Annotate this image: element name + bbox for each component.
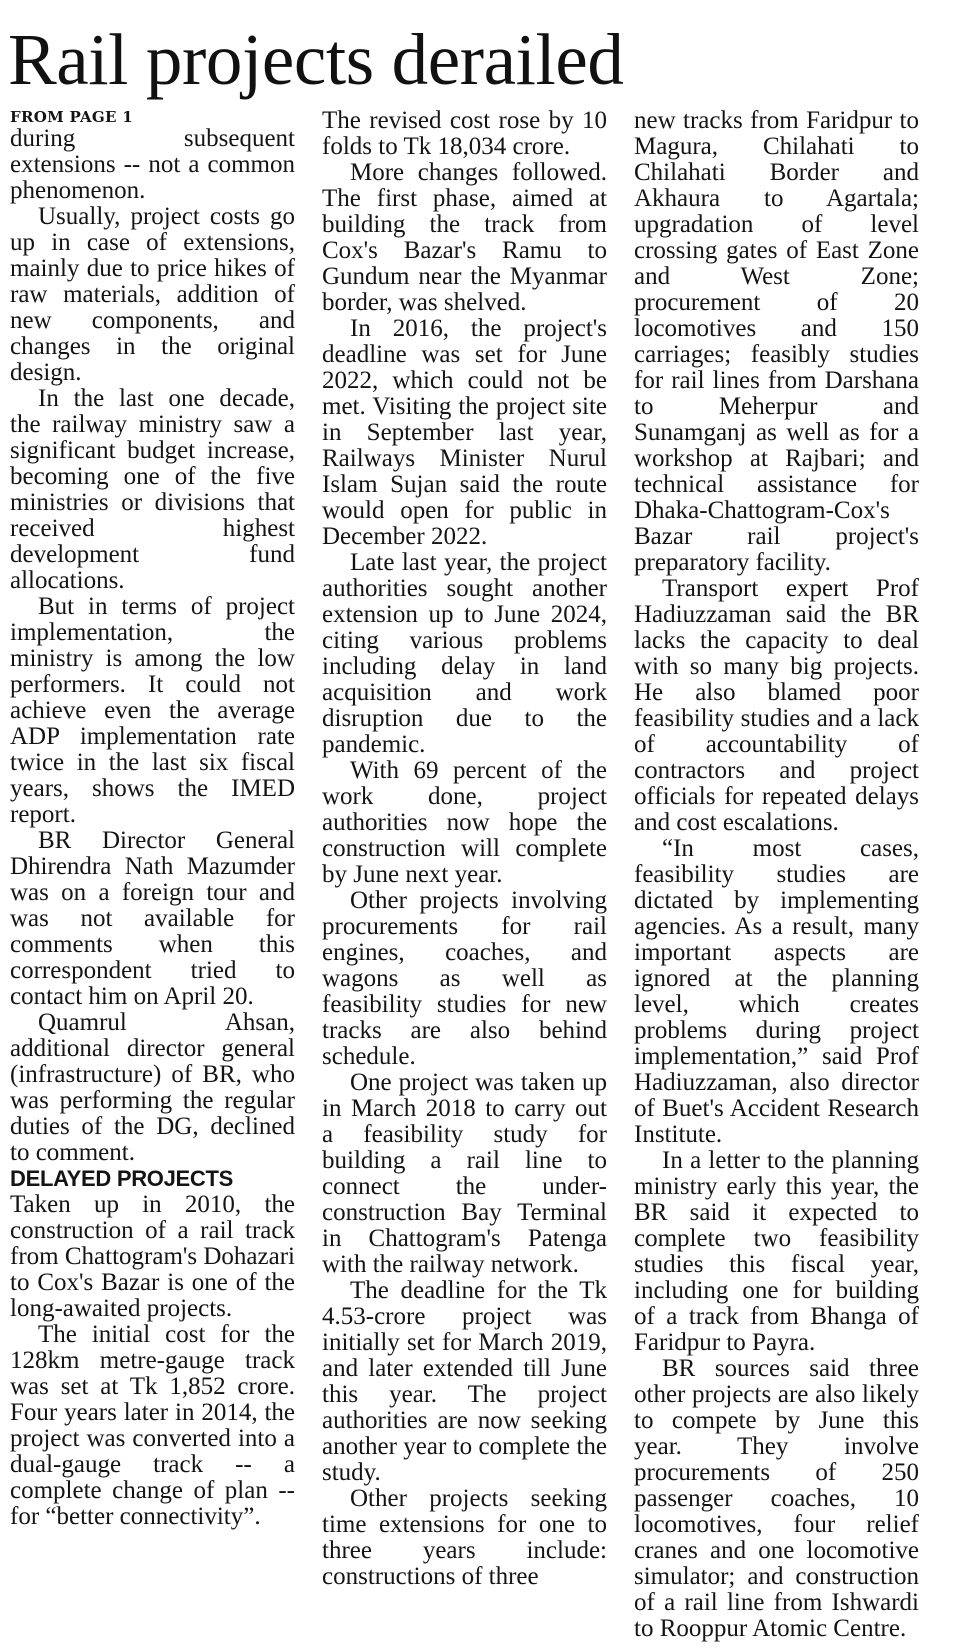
continuation-kicker: FROM PAGE 1 xyxy=(10,108,134,126)
paragraph: In a letter to the planning ministry early this year, the BR said it expected to complete two feasibility studies this fiscal year, including one for building of a track from Bhanga of Faridpur to Payra. xyxy=(634,1147,919,1356)
paragraph: Taken up in 2010, the construction of a rail track from Chattogram's Dohazari to Cox's Bazar is one of the long-awaited projects. xyxy=(10,1191,295,1322)
paragraph: The revised cost rose by 10 folds to Tk 18,034 crore. xyxy=(322,108,607,160)
paragraph: BR Director General Dhirendra Nath Mazumder was on a foreign tour and was not available for comments when this correspondent tried to contact him on April 20. xyxy=(10,827,295,1010)
paragraph: In 2016, the project's deadline was set for June 2022, which could not be met. Visiting the project site in September last year, Railways Minister Nurul Islam Sujan said the route would open for public in December 2022. xyxy=(322,315,607,550)
article-column-1 xyxy=(10,108,295,1648)
paragraph: Usually, project costs go up in case of extensions, mainly due to price hikes of raw materials, addition of new components, and changes in the original design. xyxy=(10,203,295,386)
paragraph: More changes followed. The first phase, aimed at building the track from Cox's Bazar's Ramu to Gundum near the Myanmar border, was shelved. xyxy=(322,159,607,316)
paragraph: Late last year, the project authorities sought another extension up to June 2024, citing various problems including delay in land acquisition and work disruption due to the pandemic. xyxy=(322,549,607,758)
paragraph: The initial cost for the 128km metre-gauge track was set at Tk 1,852 crore. Four years later in 2014, the project was converted into a dual-gauge track -- a complete change of plan -- for “better connectivity”. xyxy=(10,1321,295,1530)
paragraph: In the last one decade, the railway ministry saw a significant budget increase, becoming one of the five ministries or divisions that received highest development fund allocations. xyxy=(10,385,295,594)
paragraph: Quamrul Ahsan, additional director general (infrastructure) of BR, who was performing the regular duties of the DG, declined to comment. xyxy=(10,1009,295,1166)
paragraph: during subsequent extensions -- not a common phenomenon. xyxy=(10,125,295,204)
paragraph: “In most cases, feasibility studies are dictated by implementing agencies. As a result, many important aspects are ignored at the planning level, which creates problems during project implementation,” said Prof Hadiuzzaman, also director of Buet's Accident Research Institute. xyxy=(634,835,919,1148)
article-column-3 xyxy=(634,108,919,1648)
headline: Rail projects derailed xyxy=(8,19,624,100)
paragraph: One project was taken up in March 2018 to carry out a feasibility study for building a rail line to connect the under-construction Bay Terminal in Chattogram's Patenga with the railway network. xyxy=(322,1069,607,1278)
paragraph: BR sources said three other projects are also likely to compete by June this year. They involve procurements of 250 passenger coaches, 10 locomotives, four relief cranes and one locomotive simulator; and construction of a rail line from Ishwardi to Rooppur Atomic Centre. xyxy=(634,1355,919,1642)
article-column-2 xyxy=(322,108,607,1648)
paragraph: Other projects seeking time extensions for one to three years include: constructions of three xyxy=(322,1485,607,1590)
section-subhead: DELAYED PROJECTS xyxy=(10,1166,233,1191)
paragraph: new tracks from Faridpur to Magura, Chilahati to Chilahati Border and Akhaura to Agartala; upgradation of level crossing gates of East Zone and West Zone; procurement of 20 locomotives and 150 carriages; feasibly studies for rail lines from Darshana to Meherpur and Sunamganj as well as for a workshop at Rajbari; and technical assistance for Dhaka-Chattogram-Cox's Bazar rail project's preparatory facility. xyxy=(634,108,919,576)
paragraph: Transport expert Prof Hadiuzzaman said the BR lacks the capacity to deal with so many big projects. He also blamed poor feasibility studies and a lack of accountability of contractors and project officials for repeated delays and cost escalations. xyxy=(634,575,919,836)
paragraph: Other projects involving procurements for rail engines, coaches, and wagons as well as feasibility studies for new tracks are also behind schedule. xyxy=(322,887,607,1070)
paragraph: The deadline for the Tk 4.53-crore project was initially set for March 2019, and later extended till June this year. The project authorities are now seeking another year to complete the study. xyxy=(322,1277,607,1486)
paragraph: With 69 percent of the work done, project authorities now hope the construction will complete by June next year. xyxy=(322,757,607,888)
paragraph: But in terms of project implementation, the ministry is among the low performers. It could not achieve even the average ADP implementation rate twice in the last six fiscal years, shows the IMED report. xyxy=(10,593,295,828)
